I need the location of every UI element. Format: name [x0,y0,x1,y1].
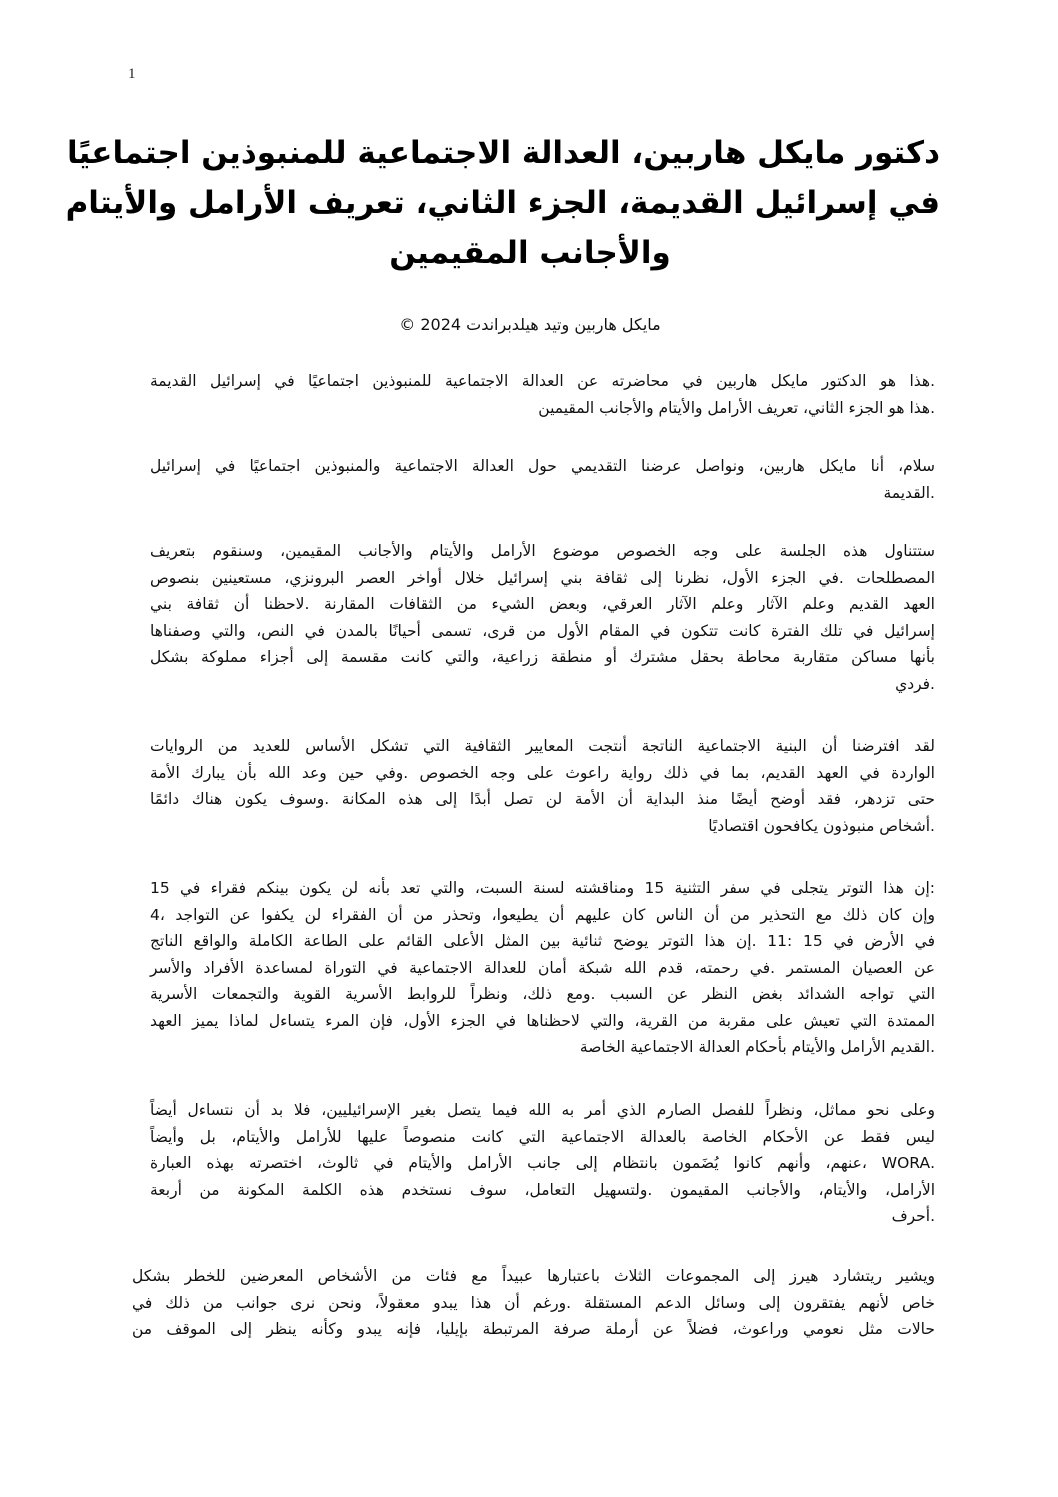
text-line: الأرامل، والأيتام، والأجانب المقيمون .ولتسهيل التعامل، سوف نستخدم هذه الكلمة المكونة من أربعة [150,1180,935,1199]
text-line: حالات مثل نعومي وراعوث، فضلاً عن أرملة صرفة المرتبطة بإيليا، فإنه يبدو وكأنه ينظر إلى الموقف من [132,1320,935,1338]
page-number: 1 [128,66,136,82]
text-line: .القديم الأرامل والأيتام بأحكام العدالة الاجتماعية الخاصة [579,1038,935,1056]
title-line: والأجانب المقيمين [389,235,671,271]
title-line: دكتور مايكل هاربين، العدالة الاجتماعية للمنبوذين اجتماعيًا [66,135,940,171]
text-line: .هذا هو الجزء الثاني، تعريف الأرامل والأيتام والأجانب المقيمين [538,398,935,417]
text-line: ستتناول هذه الجلسة على وجه الخصوص موضوع الأرامل والأيتام والأجانب المقيمين، وسنقوم بتعريف [150,542,935,560]
text-line: في الأرض في 15 :11 .إن هذا التوتر يوضح ثنائية بين المثل الأعلى القائم على الطاعة الكاملة والواقع الناتج [150,932,936,950]
text-line: خاص لأنهم يفتقرون إلى وسائل الدعم المستقلة .ورغم أن هذا يبدو معقولاً، ونحن نرى جوانب من ذلك في [132,1293,935,1312]
paragraph-intro [150,368,935,421]
text-line: ليس فقط عن الأحكام الخاصة بالعدالة الاجتماعية التي كانت منصوصاً عليها للأرامل والأيتام، بل وأيضاً [150,1127,935,1146]
text-line: لقد افترضنا أن البنية الاجتماعية الناتجة أنتجت المعايير الثقافية التي تشكل الأساس للعديد من الروايات [150,737,935,755]
text-line: وعلى نحو مماثل، ونظراً للفصل الصارم الذي أمر به الله فيما يتصل بغير الإسرائيليين، فلا بد أن نتساءل أيضاً [150,1101,935,1119]
text-line: .WORA ،عنهم، وأنهم كانوا يُضَمون بانتظام إلى جانب الأرامل والأيتام في ثالوث، اختصرته بهذه العبارة [150,1154,935,1172]
text-line: ويشير ريتشارد هيرز إلى المجموعات الثلاث باعتبارها عبيداً مع فئات من الأشخاص المعرضين للخطر بشكل [132,1267,935,1285]
text-line: بأنها مساكن متقاربة محاطة بحقل مشترك أو منطقة زراعية، والتي كانت مقسمة إلى أجزاء مملوكة بشكل [150,648,935,666]
text-line: المصطلحات .في الجزء الأول، نظرنا إلى ثقافة بني إسرائيل خلال أواخر العصر البرونزي، مستعينين بنصوص [150,568,935,587]
text-line: .فردي [895,674,935,693]
text-line: عن العصيان المستمر .في رحمته، قدم الله شبكة أمان للعدالة الاجتماعية في التوراة لمساعدة الأفراد والأسر [150,958,935,977]
text-line: العهد القديم وعلم الآثار وعلم الآثار العرقي، وبعض الشيء من الثقافات المقارنة .لاحظنا أن ثقافة بني [150,595,935,613]
text-line: حتى تزدهر، فقد أوضح أيضًا منذ البداية أن الأمة لن تصل أبدًا إلى هذه المكانة .وسوف يكون هناك دائمًا [150,790,935,808]
paragraph-deuteronomy-tension [150,875,935,1061]
text-line: سلام، أنا مايكل هاربين، ونواصل عرضنا التقديمي حول العدالة الاجتماعية والمنبوذين اجتماعيًا في إسرائيل [150,457,935,475]
paragraph-session-overview [150,538,935,697]
text-line: وإن كان ذلك مع التحذير من أن الناس كان عليهم أن يطيعوا، وتحذر من أن الفقراء لن يكفوا عن التواجد ،4 [150,905,935,924]
text-line: .القديمة [883,483,935,502]
title-line: في إسرائيل القديمة، الجزء الثاني، تعريف الأرامل والأيتام [65,185,940,221]
paragraph-wora-definition [150,1097,935,1230]
paragraph-social-structure [150,733,935,839]
text-line: .أحرف [891,1207,935,1225]
text-line: .هذا هو الدكتور مايكل هاربين في محاضرته عن العدالة الاجتماعية للمنبوذين اجتماعيًا في إسرائيل القديمة [150,372,935,390]
copyright-notice: مايكل هاربين وتيد هيلدبراندت 2024 © [399,315,661,334]
paragraph-greeting [150,453,935,506]
text-line: :إن هذا التوتر يتجلى في سفر التثنية 15 ومناقشته لسنة السبت، والتي تعد بأنه لن يكون بينكم فقراء في 15 [150,879,935,897]
paragraph-hiers-view [132,1263,935,1343]
text-line: إسرائيل في تلك الفترة كانت تتكون في المقام الأول من قرى، تسمى أحيانًا بالمدن في النص، والتي وصفناها [150,621,935,640]
text-line: .أشخاص منبوذون يكافحون اقتصاديًا [708,816,935,835]
document-title [65,128,940,278]
text-line: الواردة في العهد القديم، بما في ذلك رواية راعوث على وجه الخصوص .وفي حين وعد الله بأن يبارك الأمة [150,763,935,782]
text-line: التي تواجه الشدائد بغض النظر عن السبب .ومع ذلك، ونظراً للروابط الأسرية القوية والتجمعات الأسرية [150,985,935,1003]
text-line: الممتدة التي تعيش على مقربة من القرية، والتي لاحظناها في الجزء الأول، فإن المرء يتساءل لماذا يميز العهد [150,1011,935,1030]
